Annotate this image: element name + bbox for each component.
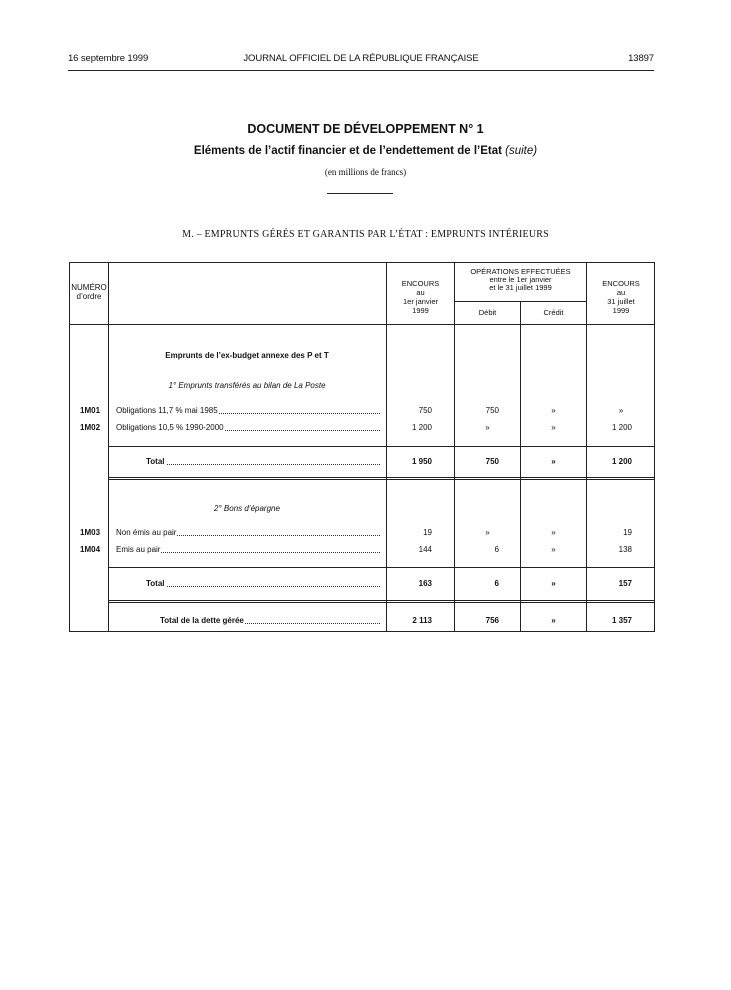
cell-debit: » [485, 528, 490, 537]
total-label [146, 457, 380, 467]
header-encours-start-line4: 1999 [412, 306, 429, 315]
header-bottom-rule [69, 324, 655, 325]
total-label [146, 579, 380, 589]
header-debit: Débit [478, 308, 497, 317]
grand-total-label [160, 616, 380, 626]
total-bottom-rule [108, 477, 655, 480]
grand-total-encours-end: 1 357 [611, 616, 632, 625]
header-encours-start [387, 279, 454, 315]
header-encours-end-line4: 1999 [612, 306, 630, 315]
units-note: (en millions de francs) [324, 167, 407, 177]
section-title: M. – EMPRUNTS GÉRÉS ET GARANTIS PAR L’ÉTAT : EMPRUNTS INTÉRIEURS [182, 229, 549, 240]
cell-debit: 6 [494, 545, 499, 554]
header-encours-start-line3: 1er janvier [402, 297, 439, 306]
row-label-text: Emis au pair [116, 545, 161, 554]
total-encours-start: 1 950 [411, 457, 432, 466]
total-debit: 750 [485, 457, 499, 466]
total-label-text: Total [146, 457, 165, 466]
total-label-text: Total [146, 579, 165, 588]
grand-total-credit: » [551, 616, 556, 625]
cell-encours-end: 19 [623, 528, 632, 537]
grand-total-label-text: Total de la dette gérée [160, 616, 244, 625]
header-operations [455, 268, 586, 292]
section2-title: 2° Bons d’épargne [214, 504, 280, 513]
row-label-text: Non émis au pair [116, 528, 177, 537]
document-title: DOCUMENT DE DÉVELOPPEMENT N° 1 [247, 122, 484, 136]
total-encours-end: 157 [618, 579, 632, 588]
header-encours-end-line3: 31 juillet [607, 297, 635, 306]
header-encours-start-line2: au [416, 288, 425, 297]
row-label [116, 545, 380, 555]
header-encours-end-line2: au [616, 288, 626, 297]
cell-encours-end: » [618, 406, 624, 415]
row-number: 1M03 [80, 528, 101, 537]
row-label-text: Obligations 11,7 % mai 1985 [116, 406, 218, 415]
page-header [68, 53, 654, 67]
cell-debit: » [485, 423, 490, 432]
cell-encours-start: 19 [423, 528, 432, 537]
grand-total-debit: 756 [485, 616, 499, 625]
row-label [116, 406, 380, 416]
subtitle-suite: (suite) [505, 145, 538, 157]
total-credit: » [551, 457, 556, 466]
cell-encours-start: 144 [418, 545, 432, 554]
header-numero [70, 283, 108, 301]
header-date: 16 septembre 1999 [68, 53, 149, 64]
header-encours-end [587, 279, 655, 315]
column-divider [586, 262, 587, 632]
cell-encours-end: 1 200 [611, 423, 632, 432]
total-debit: 6 [494, 579, 499, 588]
cell-credit: » [551, 423, 556, 432]
cell-encours-start: 1 200 [411, 423, 432, 432]
total-bottom-rule [108, 600, 655, 603]
cell-credit: » [551, 545, 556, 554]
separator-rule [327, 193, 393, 194]
cell-encours-start: 750 [418, 406, 432, 415]
header-page-number: 13897 [628, 53, 654, 64]
row-label [116, 528, 380, 538]
document-subtitle [0, 145, 731, 157]
column-divider [386, 262, 387, 632]
header-rule [68, 70, 654, 71]
cell-credit: » [551, 528, 556, 537]
total-encours-start: 163 [418, 579, 432, 588]
header-operations-line1: OPÉRATIONS EFFECTUÉES [470, 267, 571, 276]
header-encours-start-line1: ENCOURS [401, 279, 440, 288]
total-credit: » [551, 579, 556, 588]
operations-subheader-rule [454, 301, 586, 302]
column-divider [454, 262, 455, 632]
header-credit: Crédit [543, 308, 564, 317]
row-label-text: Obligations 10,5 % 1990-2000 [116, 423, 224, 432]
column-divider [108, 262, 109, 632]
total-top-rule [108, 446, 655, 447]
header-operations-line2: entre le 1er janvier [489, 275, 552, 284]
grand-total-encours-start: 2 113 [412, 616, 432, 625]
group-title: Emprunts de l’ex-budget annexe des P et T [165, 351, 329, 360]
total-top-rule [108, 567, 655, 568]
header-numero-line1: NUMÉRO [71, 283, 107, 292]
section1-title: 1° Emprunts transférés au bilan de La Poste [168, 381, 326, 390]
row-label [116, 423, 380, 433]
header-journal-title: JOURNAL OFFICIEL DE LA RÉPUBLIQUE FRANÇAISE [243, 53, 479, 64]
header-encours-end-line1: ENCOURS [602, 279, 640, 288]
cell-encours-end: 138 [618, 545, 632, 554]
debt-table [69, 262, 655, 632]
row-number: 1M04 [80, 545, 101, 554]
cell-debit: 750 [485, 406, 499, 415]
subtitle-main: Eléments de l’actif financier et de l’endettement de l’Etat [193, 145, 506, 157]
row-number: 1M01 [80, 406, 101, 415]
total-encours-end: 1 200 [611, 457, 632, 466]
header-numero-line2: d’ordre [76, 292, 102, 301]
header-operations-line3: et le 31 juillet 1999 [489, 283, 552, 292]
row-number: 1M02 [80, 423, 101, 432]
cell-credit: » [551, 406, 556, 415]
